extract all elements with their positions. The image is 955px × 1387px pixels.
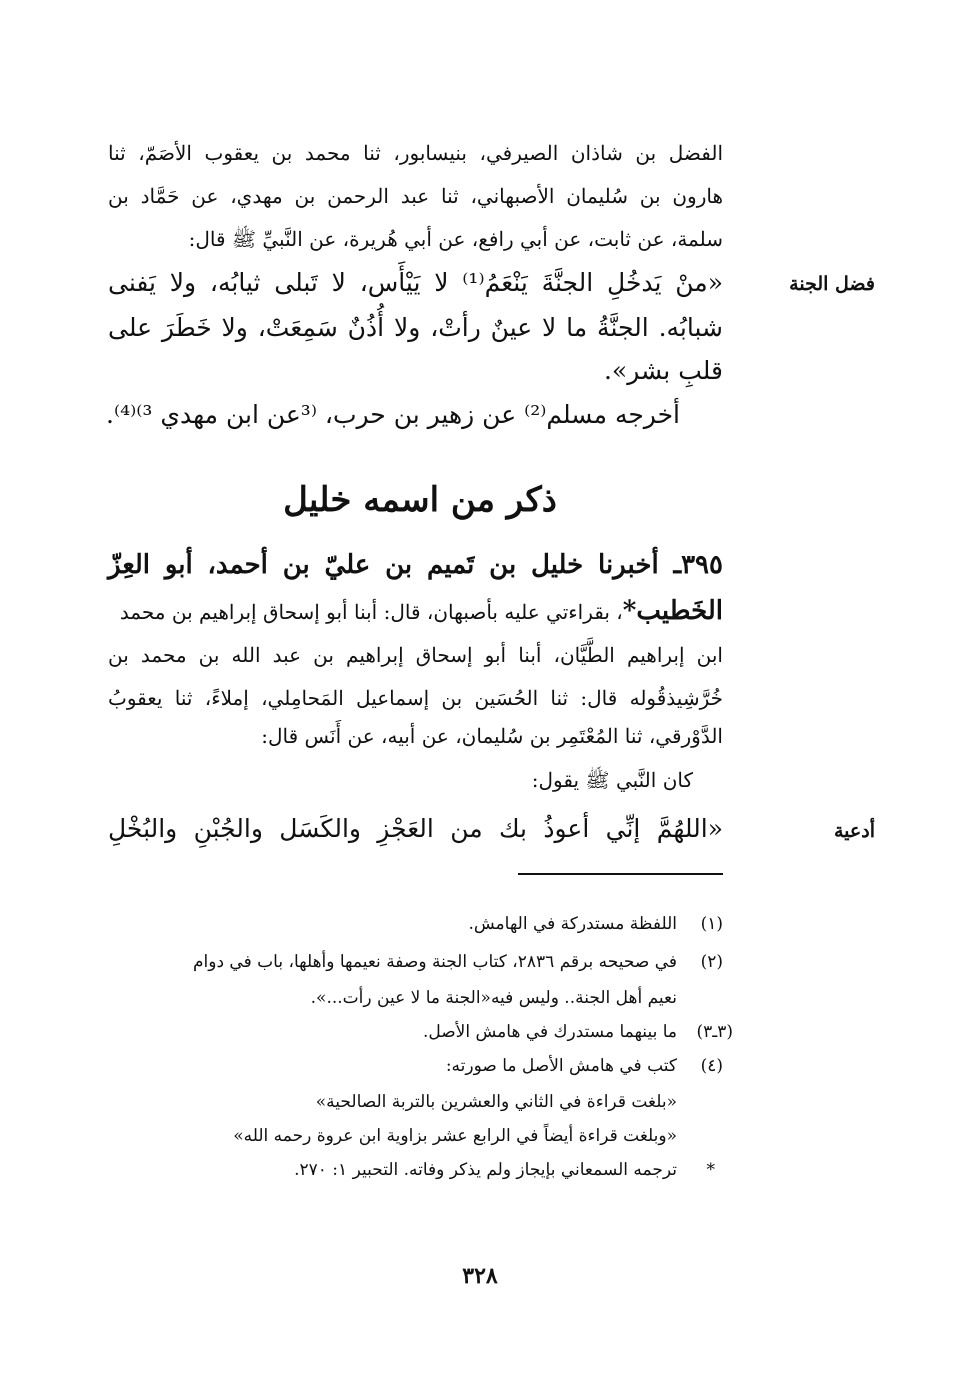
hadith-line: «منْ يَدخُلِ الجنَّةَ يَنْعَمُ⁽¹⁾ لا يَيْأَس، لا تَبلى ثيابُه، ولا يَفنى [108,268,723,297]
margin-note: فضل الجنة [789,273,875,295]
footnote-number: * [706,1160,715,1180]
dua-line: «اللهُمَّ إنِّي أعوذُ بك من العَجْزِ والكَسَل والجُبْنِ والبُخْلِ [108,814,723,843]
footnote-number: (٢) [700,952,723,972]
footnote-text: اللفظة مستدركة في الهامش. [468,914,677,934]
text-line: هارون بن سُليمان الأصبهاني، ثنا عبد الرحمن بن مهدي، عن حَمَّاد بن [108,184,724,208]
footnote [95,1160,715,1180]
text-line: الدَّوْرقي، ثنا المُعْتَمِر بن سُليمان، عن أبيه، عن أَنَس قال: [261,724,723,748]
section-title: ذكر من اسمه خليل [283,480,557,520]
hadith-line: شبابُه. الجنَّةُ ما لا عينٌ رأتْ، ولا أُذُنٌ سَمِعَتْ، ولا خَطَرَ على [108,313,723,342]
entry-name-bold: الخَطيب* [622,596,723,626]
footnote-number: (٤) [700,1056,723,1076]
footnote-text: ترجمه السمعاني بإيجاز ولم يذكر وفاته. التحبير ١: ٢٧٠. [294,1160,677,1180]
takhrij-line: أخرجه مسلم⁽²⁾ عن زهير بن حرب، ⁽³عن ابن مهدي ³⁾⁽⁴⁾. [106,400,680,429]
text-line: سلمة، عن ثابت، عن أبي رافع، عن أبي هُريرة، عن النَّبيِّ ﷺ قال: [188,227,723,251]
footnote [103,952,723,972]
footnote-text: كتب في هامش الأصل ما صورته: [445,1056,677,1076]
footnote-continuation: نعيم أهل الجنة.. وليس فيه«الجنة ما لا عين رأت...». [310,988,677,1008]
footnote-quote: «وبلغت قراءة أيضاً في الرابع عشر بزاوية ابن عروة رحمه الله» [233,1126,677,1146]
footnote-quote: «بلغت قراءة في الثاني والعشرين بالتربة الصالحية» [315,1092,677,1112]
text-line: خُرَّشِيذقُوله قال: ثنا الحُسَين بن إسماعيل المَحامِلي، إملاءً، ثنا يعقوبُ [108,686,723,710]
footnote [113,1022,733,1042]
entry-heading-cont [108,596,723,626]
margin-note: أدعية [834,820,875,842]
footnote [103,914,723,934]
footnote-number: (١) [700,914,723,934]
text-line: ابن إبراهيم الطَّيَّان، أبنا أبو إسحاق إبراهيم بن عبد الله بن محمد بن [108,643,723,667]
footnote-separator [518,873,723,875]
footnote-number: (٣ـ٣) [696,1022,733,1042]
text-line: الفضل بن شاذان الصيرفي، بنيسابور، ثنا محمد بن يعقوب الأصَمّ، ثنا [108,141,723,165]
entry-heading-rest: ، بقراءتي عليه بأصبهان، قال: أبنا أبو إسحاق إبراهيم بن محمد [119,600,623,624]
text-line: كان النَّبي ﷺ يقول: [531,768,693,792]
page-number: ٣٢٨ [462,1263,498,1289]
footnote [103,1056,723,1076]
hadith-line: قلبِ بشر». [603,356,723,385]
entry-heading: ٣٩٥ـ أخبرنا خليل بن تَميم بن عليّ بن أحمد، أبو العِزّ [108,550,723,580]
footnote-text: ما بينهما مستدرك في هامش الأصل. [422,1022,677,1042]
footnote-text: في صحيحه برقم ٢٨٣٦، كتاب الجنة وصفة نعيمها وأهلها، باب في دوام [193,952,677,972]
